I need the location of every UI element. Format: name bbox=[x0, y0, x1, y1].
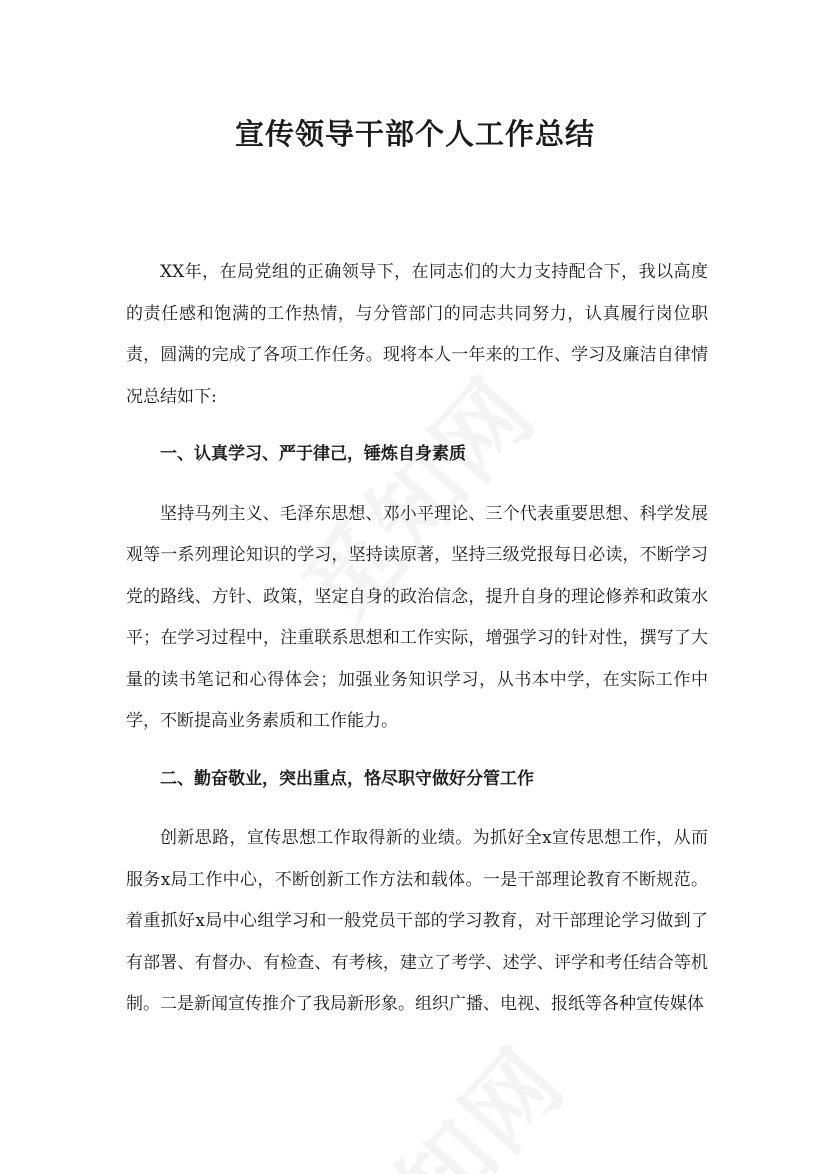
document-title: 宣传领导干部个人工作总结 bbox=[234, 117, 595, 151]
section-heading-2: 二、勤奋敬业，突出重点，恪尽职守做好分管工作 bbox=[160, 768, 534, 789]
document-body bbox=[126, 252, 708, 1026]
section-heading-1: 一、认真学习、严于律己，锤炼自身素质 bbox=[160, 444, 466, 464]
paragraph-section-2: 创新思路，宣传思想工作取得新的业绩。为抓好全x宣传思想工作，从而服务x局工作中心，不断创新工作方法和载体。一是干部理论教育不断规范。着重抓好x局中心组学习和一般党员干部的学习教育，对干部理论学习做到了有部署、有督办、有检查、有考核，建立了考学、述学、评学和考任结合等机制。二是新闻宣传推介了我局新形象。组织广播、电视、报纸等各种宣传媒体 bbox=[126, 828, 708, 1014]
paragraph-section-1: 坚持马列主义、毛泽东思想、邓小平理论、三个代表重要思想、科学发展观等一系列理论知识的学习，坚持读原著，坚持三级党报每日必读，不断学习党的路线、方针、政策，坚定自身的政治信念，提升自身的理论修养和政策水平；在学习过程中，注重联系思想和工作实际，增强学习的针对性，撰写了大量的读书笔记和心得体会；加强业务知识学习，从书本中学，在实际工作中学，不断提高业务素质和工作能力。 bbox=[126, 503, 708, 731]
paragraph-intro: XX年，在局党组的正确领导下，在同志们的大力支持配合下，我以高度的责任感和饱满的工作热情，与分管部门的同志共同努力，认真履行岗位职责，圆满的完成了各项工作任务。现将本人一年来的工作、学习及廉洁自律情况总结如下: bbox=[126, 262, 708, 407]
watermark bbox=[299, 1015, 590, 1174]
